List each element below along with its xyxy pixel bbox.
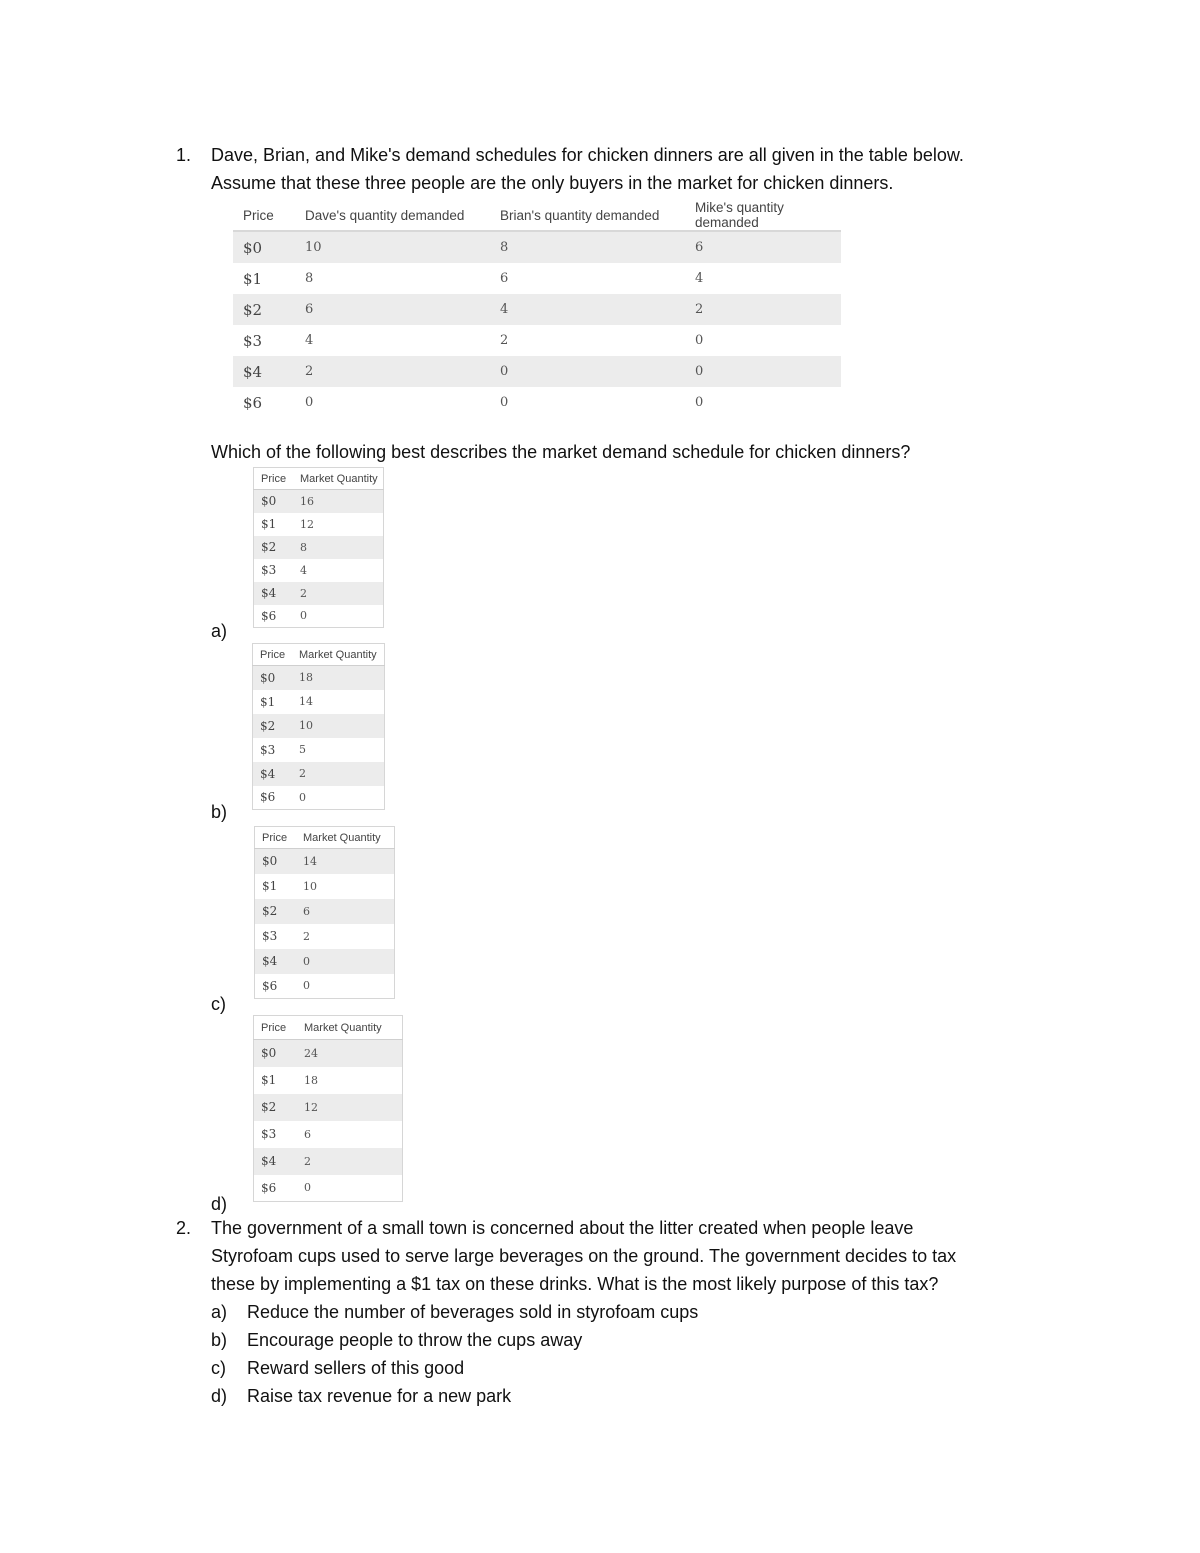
table-cell: $4 xyxy=(254,1148,298,1175)
table-row xyxy=(233,231,841,263)
table-row xyxy=(255,974,395,999)
column-header: Price xyxy=(254,468,294,490)
table-cell: 4 xyxy=(490,294,685,325)
table-cell: 10 xyxy=(303,879,317,893)
table-cell: 12 xyxy=(297,1094,403,1121)
table-cell: 0 xyxy=(296,949,395,974)
q2-option-b-text: Encourage people to throw the cups away xyxy=(247,1330,583,1350)
table-cell: $3 xyxy=(243,331,263,350)
table-row xyxy=(255,849,395,874)
table-cell: $1 xyxy=(261,517,277,531)
table-cell: 0 xyxy=(685,356,841,387)
option-b-table xyxy=(252,643,385,810)
demand-schedule-table xyxy=(233,200,841,418)
table-cell: 2 xyxy=(500,333,509,348)
table-cell: $6 xyxy=(260,790,276,805)
option-a-label: a) xyxy=(211,621,228,641)
table-cell: $2 xyxy=(254,536,294,559)
table-cell: $0 xyxy=(254,490,294,513)
q2-option-c-text: Reward sellers of this good xyxy=(247,1358,465,1378)
table-header-row xyxy=(254,468,384,490)
table-cell: $0 xyxy=(254,1040,298,1067)
table-cell: $4 xyxy=(254,582,294,605)
table-row xyxy=(254,1148,403,1175)
question-2-number: 2. xyxy=(176,1218,192,1238)
table-cell: 4 xyxy=(695,271,704,286)
table-header-row xyxy=(255,827,395,849)
table-cell: $2 xyxy=(233,294,295,325)
table-cell: 0 xyxy=(695,333,704,348)
question-1-text xyxy=(211,141,964,197)
option-c-table xyxy=(254,826,395,999)
table-row xyxy=(254,1094,403,1121)
table-cell: $6 xyxy=(262,978,278,993)
table-cell: 0 xyxy=(304,1181,311,1195)
question-1-line-1: Dave, Brian, and Mike's demand schedules for chicken dinners are all given in the table below. xyxy=(211,145,964,165)
option-d-table xyxy=(253,1015,403,1202)
table-cell: 16 xyxy=(293,490,384,513)
table-cell: 5 xyxy=(299,743,306,756)
table-cell: 18 xyxy=(292,666,385,690)
column-header: Market Quantity xyxy=(293,468,384,490)
table-row xyxy=(253,738,385,762)
question-1-number: 1. xyxy=(176,145,192,165)
table-cell: 6 xyxy=(500,271,509,286)
table-cell: 2 xyxy=(297,1148,403,1175)
table-row xyxy=(233,263,841,294)
table-cell: 2 xyxy=(292,762,385,786)
table-row xyxy=(254,490,384,513)
q2-option-c-letter: c) xyxy=(211,1358,226,1378)
table-row xyxy=(253,690,385,714)
table-row xyxy=(255,899,395,924)
table-row xyxy=(255,874,395,899)
table-cell: $2 xyxy=(255,899,297,924)
table-cell: $0 xyxy=(253,666,293,690)
table-cell: $4 xyxy=(233,356,295,387)
table-row xyxy=(254,1040,403,1067)
table-row xyxy=(253,786,385,810)
table-cell: 18 xyxy=(304,1073,318,1087)
table-row xyxy=(254,513,384,536)
table-cell: 14 xyxy=(299,695,313,708)
q2-option-d-letter: d) xyxy=(211,1386,228,1406)
table-row xyxy=(255,924,395,949)
table-cell: $6 xyxy=(243,393,263,412)
column-header: Market Quantity xyxy=(297,1016,403,1040)
table-row xyxy=(253,666,385,690)
question-2-line-2: Styrofoam cups used to serve large beverages on the ground. The government decides to tax xyxy=(211,1246,957,1266)
table-cell: 8 xyxy=(305,271,314,286)
option-a-table xyxy=(253,467,384,628)
table-cell: $0 xyxy=(233,231,295,263)
option-b-label: b) xyxy=(211,802,228,822)
column-header: Price xyxy=(233,200,295,231)
table-cell: 0 xyxy=(695,395,704,410)
column-header: Price xyxy=(253,644,293,666)
column-header: Price xyxy=(254,1016,298,1040)
table-cell: $4 xyxy=(253,762,293,786)
table-cell: 12 xyxy=(300,517,314,531)
table-header-row xyxy=(233,200,841,231)
table-cell: $2 xyxy=(254,1094,298,1121)
column-header: Market Quantity xyxy=(296,827,395,849)
table-header-row xyxy=(254,1016,403,1040)
table-cell: 4 xyxy=(300,563,307,577)
column-header: Price xyxy=(255,827,297,849)
table-cell: 2 xyxy=(303,929,310,943)
table-cell: $6 xyxy=(261,1180,277,1195)
table-cell: 6 xyxy=(296,899,395,924)
table-row xyxy=(253,714,385,738)
table-cell: 10 xyxy=(292,714,385,738)
table-cell: 0 xyxy=(305,395,314,410)
table-row xyxy=(254,605,384,628)
table-row xyxy=(233,356,841,387)
table-row xyxy=(254,536,384,559)
column-header: Brian's quantity demanded xyxy=(490,200,685,231)
table-cell: 6 xyxy=(685,231,841,263)
table-cell: 0 xyxy=(303,979,310,993)
table-cell: 0 xyxy=(500,395,509,410)
table-row xyxy=(253,762,385,786)
table-cell: 2 xyxy=(295,356,490,387)
table-cell: 6 xyxy=(304,1127,311,1141)
table-cell: $3 xyxy=(262,929,278,943)
table-header-row xyxy=(253,644,385,666)
table-row xyxy=(254,1067,403,1094)
table-cell: 6 xyxy=(295,294,490,325)
table-row xyxy=(254,559,384,582)
table-cell: $3 xyxy=(261,1127,277,1141)
table-cell: $2 xyxy=(253,714,293,738)
table-cell: 4 xyxy=(305,333,314,348)
table-cell: $0 xyxy=(255,849,297,874)
table-row xyxy=(233,294,841,325)
table-row xyxy=(233,387,841,418)
q2-option-b-letter: b) xyxy=(211,1330,228,1350)
option-c-label: c) xyxy=(211,994,226,1014)
table-cell: 8 xyxy=(293,536,384,559)
table-cell: 0 xyxy=(490,356,685,387)
table-cell: 2 xyxy=(685,294,841,325)
table-cell: 2 xyxy=(293,582,384,605)
table-row xyxy=(255,949,395,974)
column-header: Mike's quantity demanded xyxy=(685,200,841,231)
q2-option-a-letter: a) xyxy=(211,1302,228,1322)
table-cell: $4 xyxy=(255,949,297,974)
question-2-line-3: these by implementing a $1 tax on these drinks. What is the most likely purpose of this tax? xyxy=(211,1274,939,1294)
table-row xyxy=(254,1121,403,1148)
table-cell: 0 xyxy=(300,609,307,623)
q2-option-a-text: Reduce the number of beverages sold in styrofoam cups xyxy=(247,1302,699,1322)
table-cell: $1 xyxy=(243,269,263,288)
table-cell: 10 xyxy=(295,231,490,263)
table-cell: $6 xyxy=(261,608,277,623)
table-cell: 14 xyxy=(296,849,395,874)
column-header: Dave's quantity demanded xyxy=(295,200,490,231)
q2-option-d-text: Raise tax revenue for a new park xyxy=(247,1386,512,1406)
table-row xyxy=(233,325,841,356)
table-row xyxy=(254,1175,403,1202)
table-cell: $1 xyxy=(261,1073,277,1087)
question-2-text xyxy=(211,1214,956,1298)
table-cell: $1 xyxy=(262,879,278,893)
question-2-line-1: The government of a small town is concerned about the litter created when people leave xyxy=(211,1218,914,1238)
column-header: Market Quantity xyxy=(292,644,385,666)
option-d-label: d) xyxy=(211,1194,228,1214)
table-cell: $1 xyxy=(260,694,276,709)
table-cell: 24 xyxy=(297,1040,403,1067)
question-1-line-2: Assume that these three people are the only buyers in the market for chicken dinners. xyxy=(211,173,894,193)
table-cell: $3 xyxy=(260,742,276,757)
table-cell: 0 xyxy=(299,790,306,804)
question-1-prompt: Which of the following best describes the market demand schedule for chicken dinners? xyxy=(211,442,911,462)
table-row xyxy=(254,582,384,605)
table-cell: $3 xyxy=(261,563,277,577)
table-cell: 8 xyxy=(490,231,685,263)
